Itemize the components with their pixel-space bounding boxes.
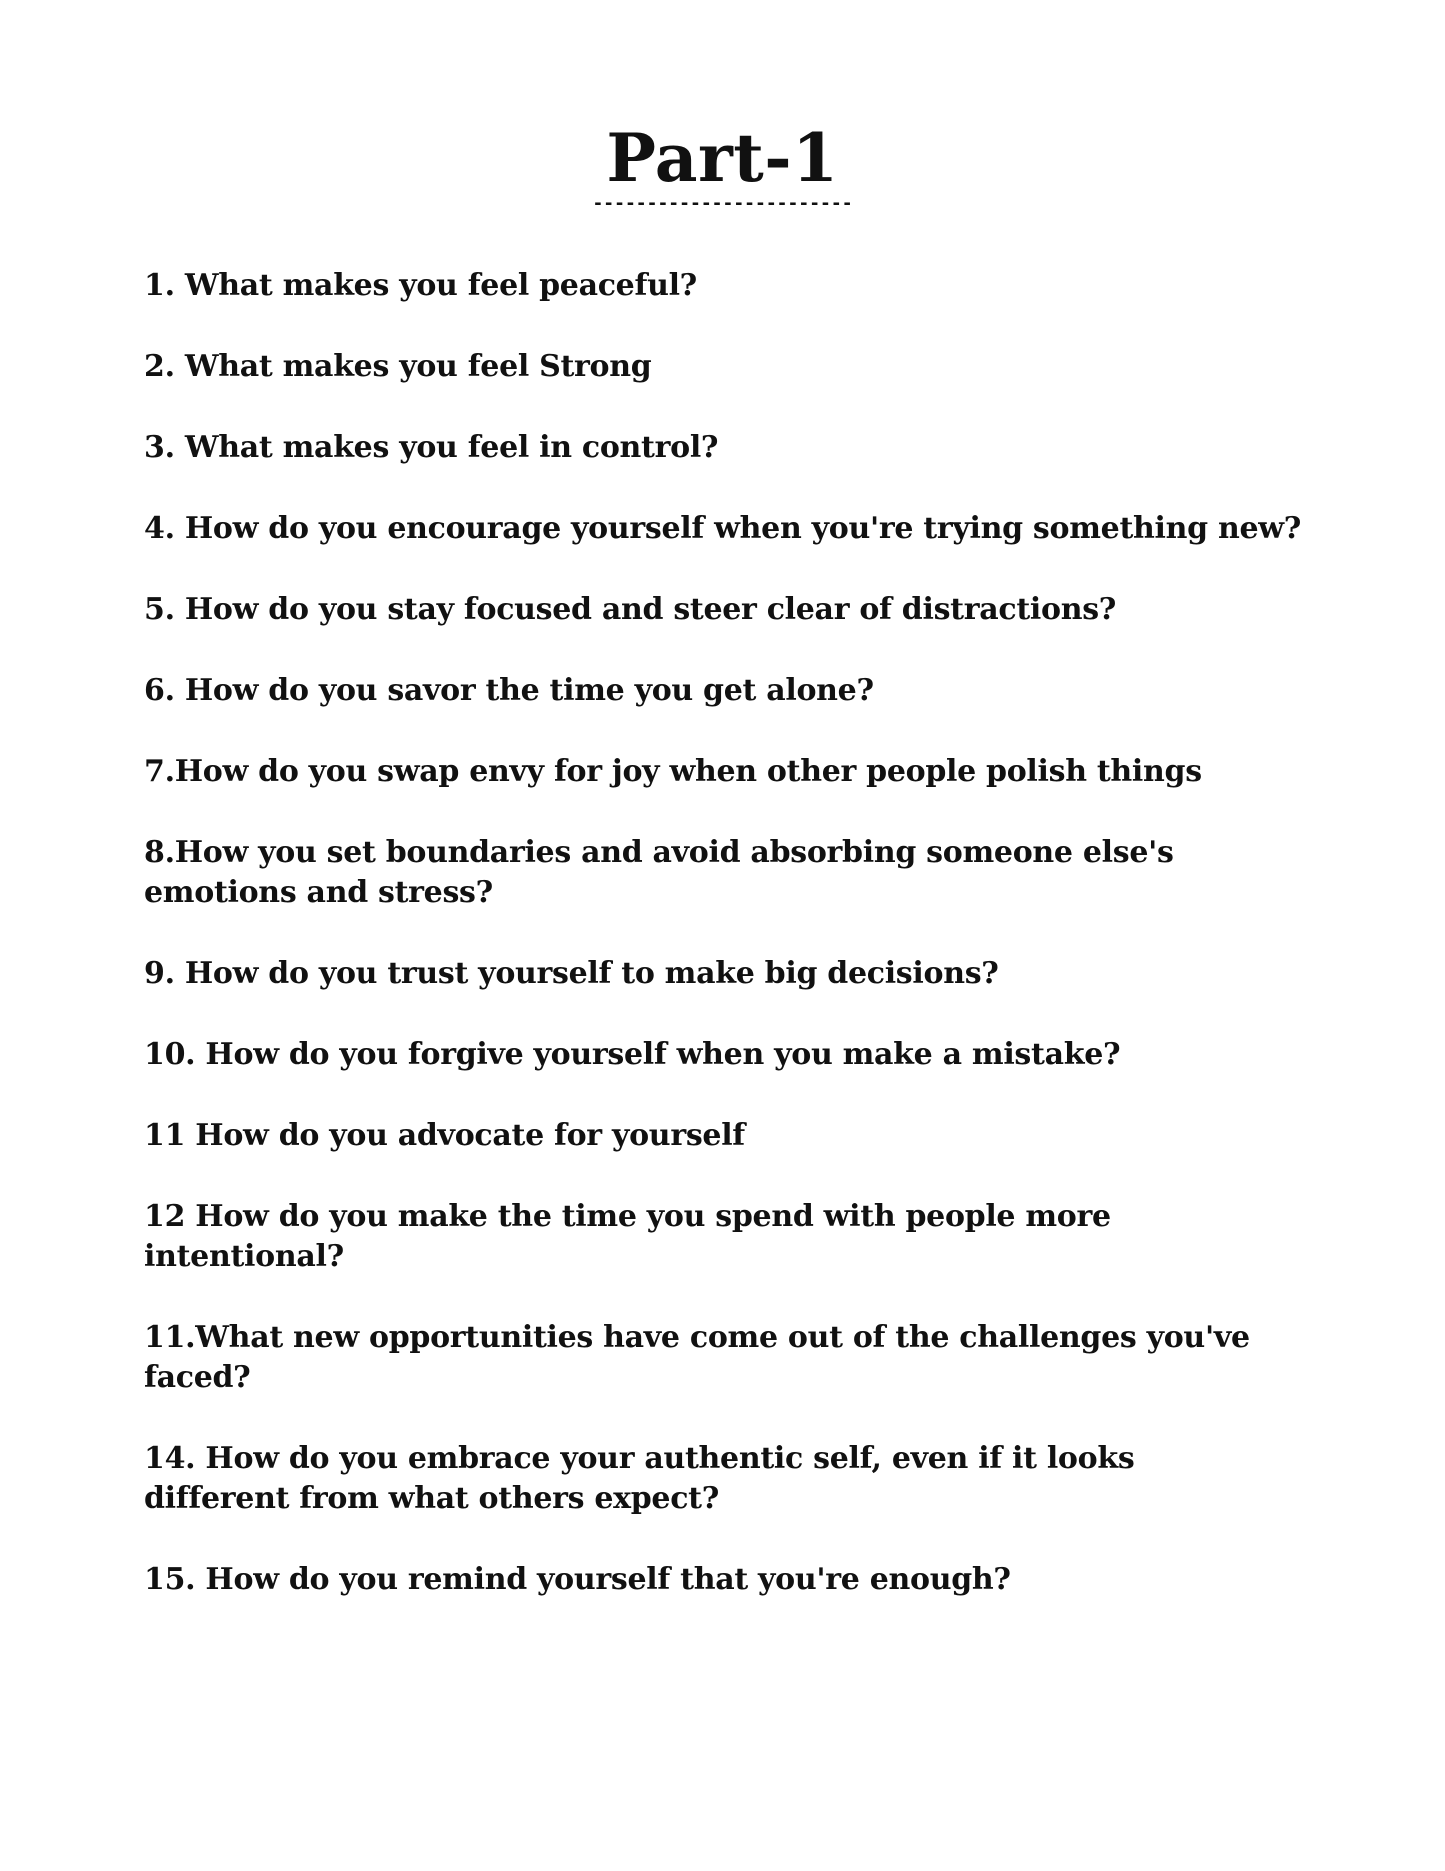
question-item: 5. How do you stay focused and steer clear of distractions? bbox=[144, 592, 1117, 627]
question-item: 11.What new opportunities have come out of the challenges you've faced? bbox=[144, 1320, 1250, 1395]
question-item: 8.How you set boundaries and avoid absorbing someone else's emotions and stress? bbox=[144, 835, 1174, 910]
question-item: 4. How do you encourage yourself when you're trying something new? bbox=[144, 511, 1302, 546]
question-item: 15. How do you remind yourself that you're enough? bbox=[144, 1562, 1011, 1597]
question-item: 10. How do you forgive yourself when you make a mistake? bbox=[144, 1037, 1121, 1072]
question-list bbox=[144, 266, 1324, 1641]
page-title: Part-1 bbox=[606, 119, 839, 197]
question-item: 1. What makes you feel peaceful? bbox=[144, 268, 697, 303]
question-item: 3. What makes you feel in control? bbox=[144, 430, 719, 465]
question-item: 6. How do you savor the time you get alone? bbox=[144, 673, 874, 708]
title-underline: ------------------------ bbox=[592, 193, 853, 214]
question-item: 14. How do you embrace your authentic self, even if it looks different from what others expect? bbox=[144, 1441, 1135, 1516]
question-item: 11 How do you advocate for yourself bbox=[144, 1118, 745, 1153]
question-item: 9. How do you trust yourself to make big decisions? bbox=[144, 956, 999, 991]
question-item: 7.How do you swap envy for joy when other people polish things bbox=[144, 754, 1202, 789]
question-item: 12 How do you make the time you spend with people more intentional? bbox=[144, 1199, 1111, 1274]
question-item: 2. What makes you feel Strong bbox=[144, 349, 652, 384]
